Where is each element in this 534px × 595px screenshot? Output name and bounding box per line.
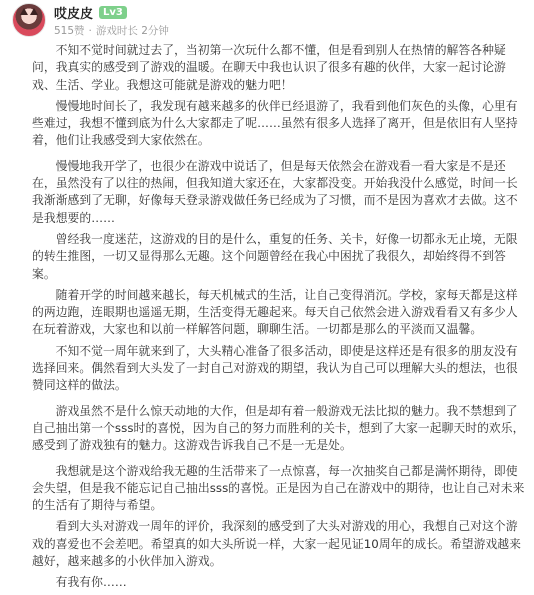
post-paragraph: 不知不觉一周年就来到了，大头精心准备了很多活动，即使是这样还是有很多的朋友没有选择回来。偶然看到大头发了一封自己对游戏的期望，我认为自己可以理解大头的想法，也很赞同这样的做法。 [32,343,518,393]
game-time-value: 2分钟 [141,25,169,37]
followers-count: 515赞 [54,25,85,37]
user-meta [54,23,169,38]
post-paragraph: 慢慢地时间长了，我发现有越来越多的伙伴已经退游了，我看到他们灰色的头像，心里有些难过，我想不懂到底为什么大家都走了呢……虽然有很多人选择了离开，但是依旧有人坚持着，他们让我感受到大家依然在。 [32,98,518,148]
post-paragraph: 游戏虽然不是什么惊天动地的大作，但是却有着一般游戏无法比拟的魅力。我不禁想到了自己抽出第一个sss时的喜悦，因为自己的努力而胜利的关卡，想到了大家一起聊天时的欢乐，感受到了游戏独有的魅力。这游戏告诉我自己不是一无是处。 [32,403,525,453]
post-header [0,0,534,44]
post-paragraph: 看到大头对游戏一周年的评价，我深刻的感受到了大头对游戏的用心，我想自己对这个游戏的喜爱也不会差吧。希望真的如大头所说一样，大家一起见证10周年的成长。希望游戏越来越好，越来越多的小伙伴加入游戏。 [32,519,521,569]
post-paragraph: 我想就是这个游戏给我无趣的生活带来了一点惊喜，每一次抽奖自己都是满怀期待，即使会失望，但是我不能忘记自己抽出sss的喜悦。正是因为自己在游戏中的期待，也让自己对未来的生活有了期待与希望。 [32,463,525,513]
level-badge: Lv3 [99,6,127,19]
meta-separator: · [88,25,92,37]
avatar-ear-right [30,8,38,15]
post-paragraph: 随着开学的时间越来越长，每天机械式的生活，让自己变得消沉。学校，家每天都是这样的两边跑，连眼期也遥遥无期，生活变得无趣起来。每天自己依然会进入游戏看看又有多少人在玩着游戏，大家也和以前一样解答问题，聊聊生活。一切都是那么的平淡而又温馨。 [32,287,518,337]
post-paragraph: 慢慢地我开学了，也很少在游戏中说话了，但是每天依然会在游戏看一看大家是不是还在，虽然没有了以往的热闹，但我知道大家还在，大家都没变。开始我没什么感觉，时间一长我渐渐感到了无聊，好像每天登录游戏做任务已经成为了习惯，而不是因为喜欢才去做。这不是我想要的…… [32,158,518,225]
avatar-ear-left [20,8,28,15]
game-time-label: 游戏时长 [95,25,138,37]
post-paragraph: 有我有你…… [55,575,127,590]
username[interactable]: 哎皮皮 [54,6,94,22]
post-content [32,42,528,592]
user-avatar[interactable] [12,3,46,37]
user-name-row [54,3,127,21]
post-paragraph: 曾经我一度迷茫，这游戏的目的是什么，重复的任务、关卡，好像一切都永无止境，无限的转生推图，一切又显得那么无趣。这个问题曾经在我心中困扰了我很久，却始终得不到答案。 [32,231,518,281]
post-paragraph: 不知不觉时间就过去了，当初第一次玩什么都不懂，但是看到别人在热情的解答各种疑问，我真实的感受到了游戏的温暖。在聊天中我也认识了很多有趣的伙伴，大家一起讨论游戏、生活、学业。我想这可能就是游戏的魅力吧！ [32,43,506,92]
